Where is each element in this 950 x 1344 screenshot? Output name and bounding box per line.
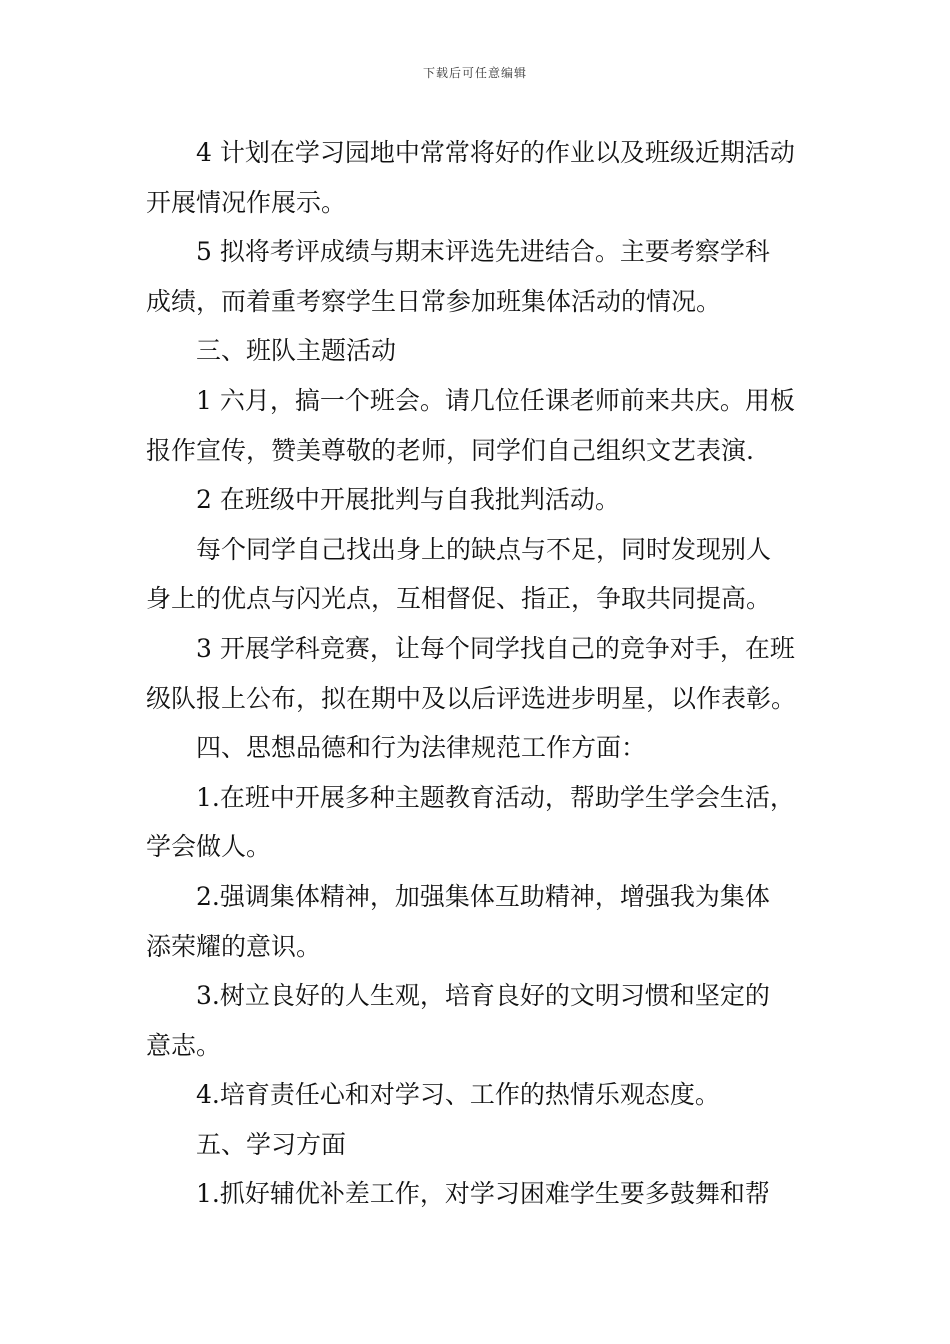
paragraph-line: 4 计划在学习园地中常常将好的作业以及班级近期活动 [196, 138, 795, 167]
paragraph-line: 学会做人。 [146, 832, 272, 862]
section-heading [146, 326, 816, 376]
paragraph-line: 2 在班级中开展批判与自我批判活动。 [196, 485, 620, 515]
paragraph [146, 1169, 816, 1219]
paragraph-line: 级队报上公布，拟在期中及以后评选进步明星，以作表彰。 [146, 683, 797, 713]
paragraph-line: 四、思想品德和行为法律规范工作方面： [196, 733, 647, 763]
section-heading [146, 1120, 816, 1170]
paragraph [146, 128, 816, 227]
paragraph-line: 开展情况作展示。 [146, 187, 347, 217]
paragraph-line: 1 六月，搞一个班会。请几位任课老师前来共庆。用板 [196, 385, 795, 415]
paragraph [146, 624, 816, 723]
section-heading [146, 723, 816, 773]
paragraph [146, 376, 816, 475]
paragraph [146, 773, 816, 872]
paragraph-line: 4.培育责任心和对学习、工作的热情乐观态度。 [196, 1080, 720, 1110]
paragraph-line: 报作宣传，赞美尊敬的老师，同学们自己组织文艺表演. [146, 435, 754, 465]
paragraph-line: 5 拟将考评成绩与期末评选先进结合。主要考察学科 [196, 237, 770, 267]
paragraph [146, 1070, 816, 1120]
paragraph-line: 三、班队主题活动 [196, 336, 397, 366]
paragraph-line: 1.抓好辅优补差工作，对学习困难学生要多鼓舞和帮 [196, 1179, 770, 1209]
paragraph-line: 每个同学自己找出身上的缺点与不足，同时发现别人 [196, 534, 772, 564]
paragraph [146, 475, 816, 525]
paragraph-line: 3.树立良好的人生观，培育良好的文明习惯和坚定的 [196, 981, 770, 1011]
paragraph-line: 1.在班中开展多种主题教育活动，帮助学生学会生活， [196, 782, 795, 812]
paragraph-line: 添荣耀的意识。 [146, 931, 322, 961]
paragraph [146, 525, 816, 624]
paragraph-line: 成绩，而着重考察学生日常参加班集体活动的情况。 [146, 286, 722, 316]
paragraph-line: 2.强调集体精神，加强集体互助精神，增强我为集体 [196, 881, 770, 911]
paragraph-line: 五、学习方面 [196, 1129, 347, 1159]
paragraph-line: 3 开展学科竞赛，让每个同学找自己的竞争对手，在班 [196, 633, 795, 663]
paragraph-line: 身上的优点与闪光点，互相督促、指正，争取共同提高。 [146, 584, 772, 614]
document-body [146, 128, 816, 1219]
paragraph-line: 意志。 [146, 1030, 222, 1060]
paragraph [146, 872, 816, 971]
paragraph [146, 227, 816, 326]
page-header: 下载后可任意编辑 [422, 66, 527, 80]
paragraph [146, 971, 816, 1070]
